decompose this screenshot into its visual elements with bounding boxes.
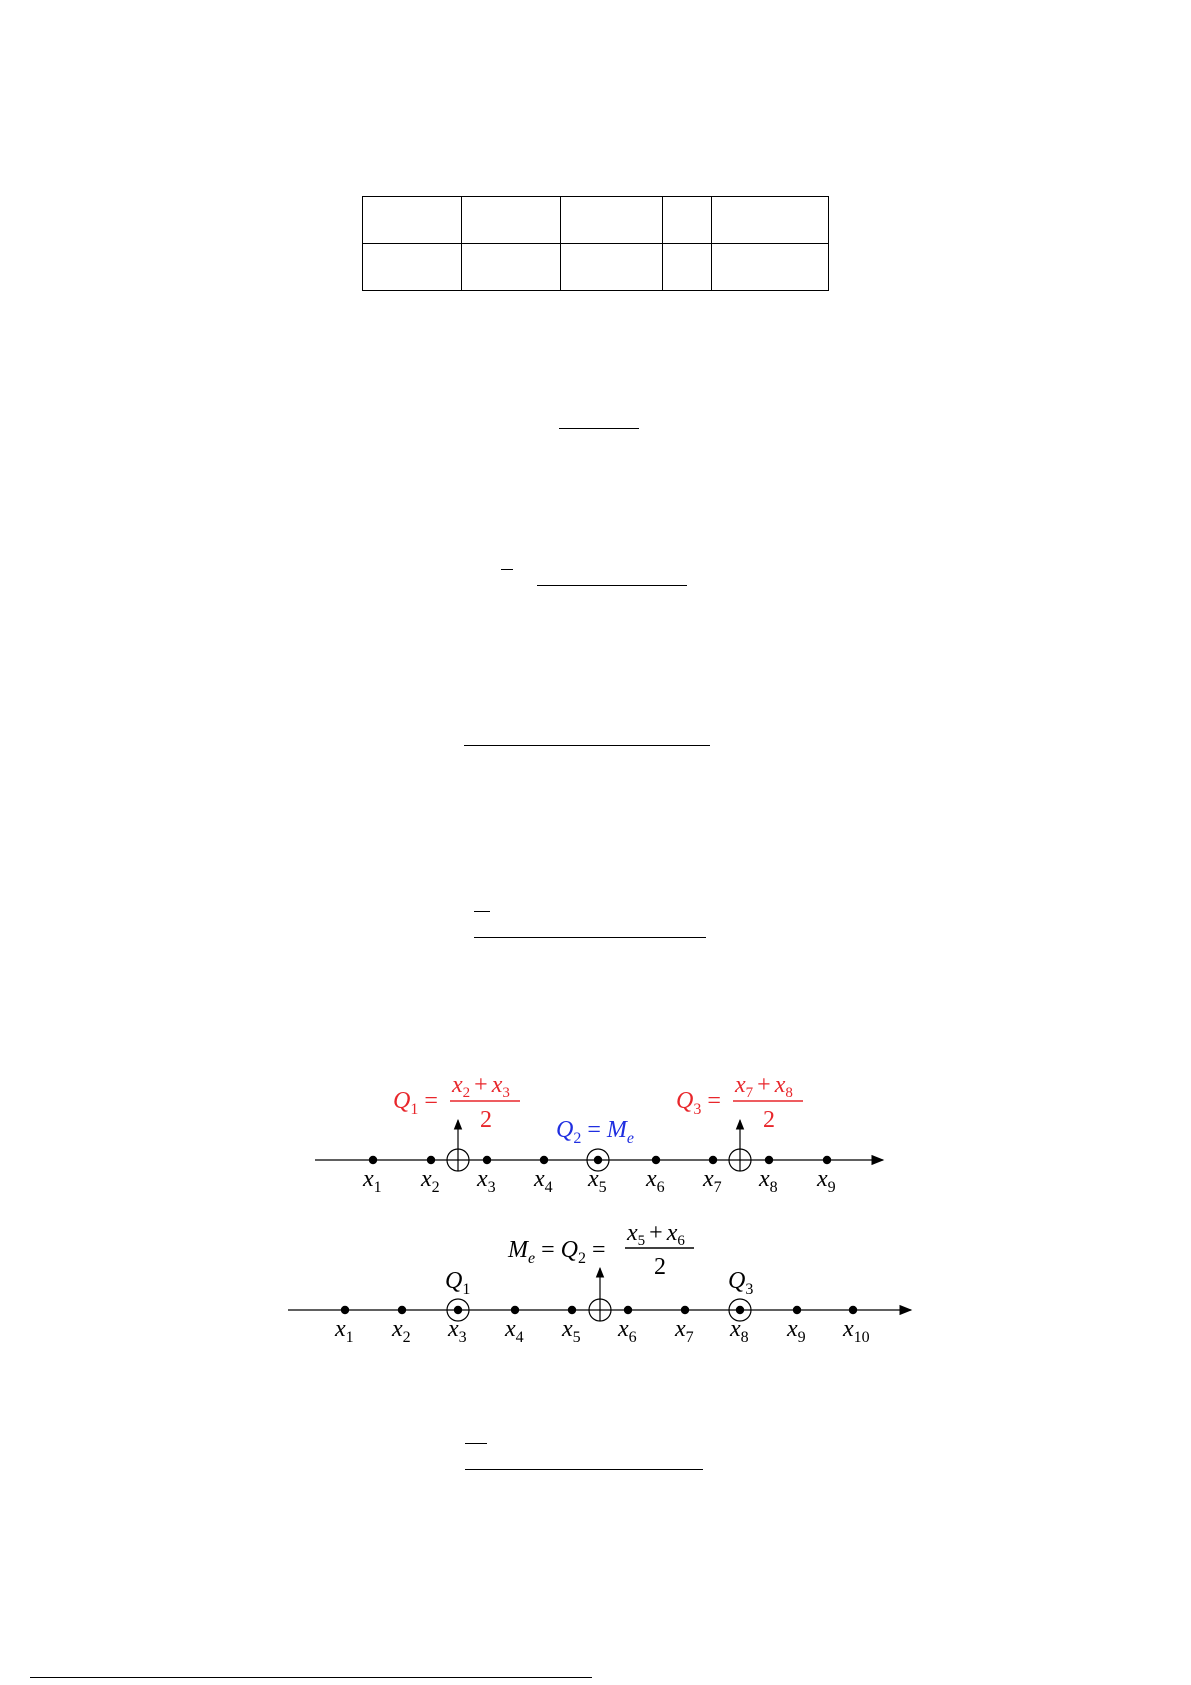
fraction-bar — [559, 428, 639, 429]
point-label: $x_3$ — [448, 1316, 467, 1346]
point-dot — [341, 1306, 349, 1314]
svg-text:x5+x6: $x_5 + x_6$ — [627, 1220, 685, 1249]
quartile-diagram-even — [0, 1220, 1191, 1350]
table-cell — [462, 197, 561, 244]
point-label: $x_9$ — [787, 1316, 806, 1346]
table-cell — [462, 244, 561, 291]
table-cell — [561, 197, 663, 244]
point-label: $x_2$ — [392, 1316, 411, 1346]
svg-text:Q2=Me: $Q_2 = M_e$ — [556, 1117, 634, 1147]
point-dot — [681, 1306, 689, 1314]
q1-label: $Q_1$ — [445, 1268, 471, 1298]
svg-text:x2+x3: $x_2 + x_3$ — [452, 1072, 510, 1101]
point-label: $x_8$ — [759, 1166, 778, 1196]
fraction-bar — [537, 585, 687, 586]
svg-text:Q3=: $Q_3$ = — [676, 1088, 721, 1118]
point-label: $x_9$ — [817, 1166, 836, 1196]
point-dot — [511, 1306, 519, 1314]
footnote-rule — [30, 1677, 592, 1678]
point-dot — [736, 1306, 744, 1314]
point-label: $x_4$ — [505, 1316, 524, 1346]
point-dot — [823, 1156, 831, 1164]
svg-text:Me=Q2=: $M_e = Q_2$ = — [508, 1237, 606, 1267]
point-dot — [765, 1156, 773, 1164]
point-dot — [849, 1306, 857, 1314]
overline-mark — [501, 569, 513, 570]
point-label: $x_4$ — [534, 1166, 553, 1196]
point-dot — [568, 1306, 576, 1314]
point-label: $x_8$ — [730, 1316, 749, 1346]
point-label: $x_5$ — [562, 1316, 581, 1346]
table-cell — [561, 244, 663, 291]
point-label: $x_7$ — [675, 1316, 694, 1346]
fraction-bar — [474, 937, 706, 938]
svg-text:2: 2 — [480, 1107, 492, 1133]
overline-mark — [474, 911, 490, 912]
point-dot — [624, 1306, 632, 1314]
point-dot — [652, 1156, 660, 1164]
point-label: $x_6$ — [646, 1166, 665, 1196]
point-label: $x_2$ — [421, 1166, 440, 1196]
point-label: $x_1$ — [335, 1316, 354, 1346]
table-cell — [363, 197, 462, 244]
svg-text:Q1=: $Q_1$ = — [393, 1088, 438, 1118]
point-dot — [483, 1156, 491, 1164]
svg-text:2: 2 — [654, 1254, 666, 1280]
point-dot — [427, 1156, 435, 1164]
svg-text:x7+x8: $x_7 + x_8$ — [735, 1072, 793, 1101]
table-row — [363, 244, 829, 291]
fraction-bar — [464, 745, 710, 746]
point-label: $x_{10}$ — [843, 1316, 870, 1346]
q1-formula — [393, 1072, 520, 1133]
table-cell — [663, 244, 712, 291]
quartile-diagram-odd — [0, 1070, 1191, 1200]
point-dot — [454, 1306, 462, 1314]
table-cell — [363, 244, 462, 291]
point-label: $x_6$ — [618, 1316, 637, 1346]
overline-mark — [465, 1443, 487, 1444]
point-dot — [398, 1306, 406, 1314]
point-dot — [709, 1156, 717, 1164]
point-dot — [540, 1156, 548, 1164]
table-cell — [712, 197, 829, 244]
point-label: $x_1$ — [363, 1166, 382, 1196]
q3-label: $Q_3$ — [728, 1268, 754, 1298]
table-cell — [712, 244, 829, 291]
table-row — [363, 197, 829, 244]
point-label: $x_7$ — [703, 1166, 722, 1196]
point-label: $x_5$ — [588, 1166, 607, 1196]
point-label: $x_3$ — [477, 1166, 496, 1196]
fraction-bar — [465, 1469, 703, 1470]
q2-label — [556, 1117, 634, 1147]
point-dot — [369, 1156, 377, 1164]
point-dot — [594, 1156, 602, 1164]
blank-table — [362, 196, 829, 291]
point-dot — [793, 1306, 801, 1314]
table-cell — [663, 197, 712, 244]
svg-text:2: 2 — [763, 1107, 775, 1133]
